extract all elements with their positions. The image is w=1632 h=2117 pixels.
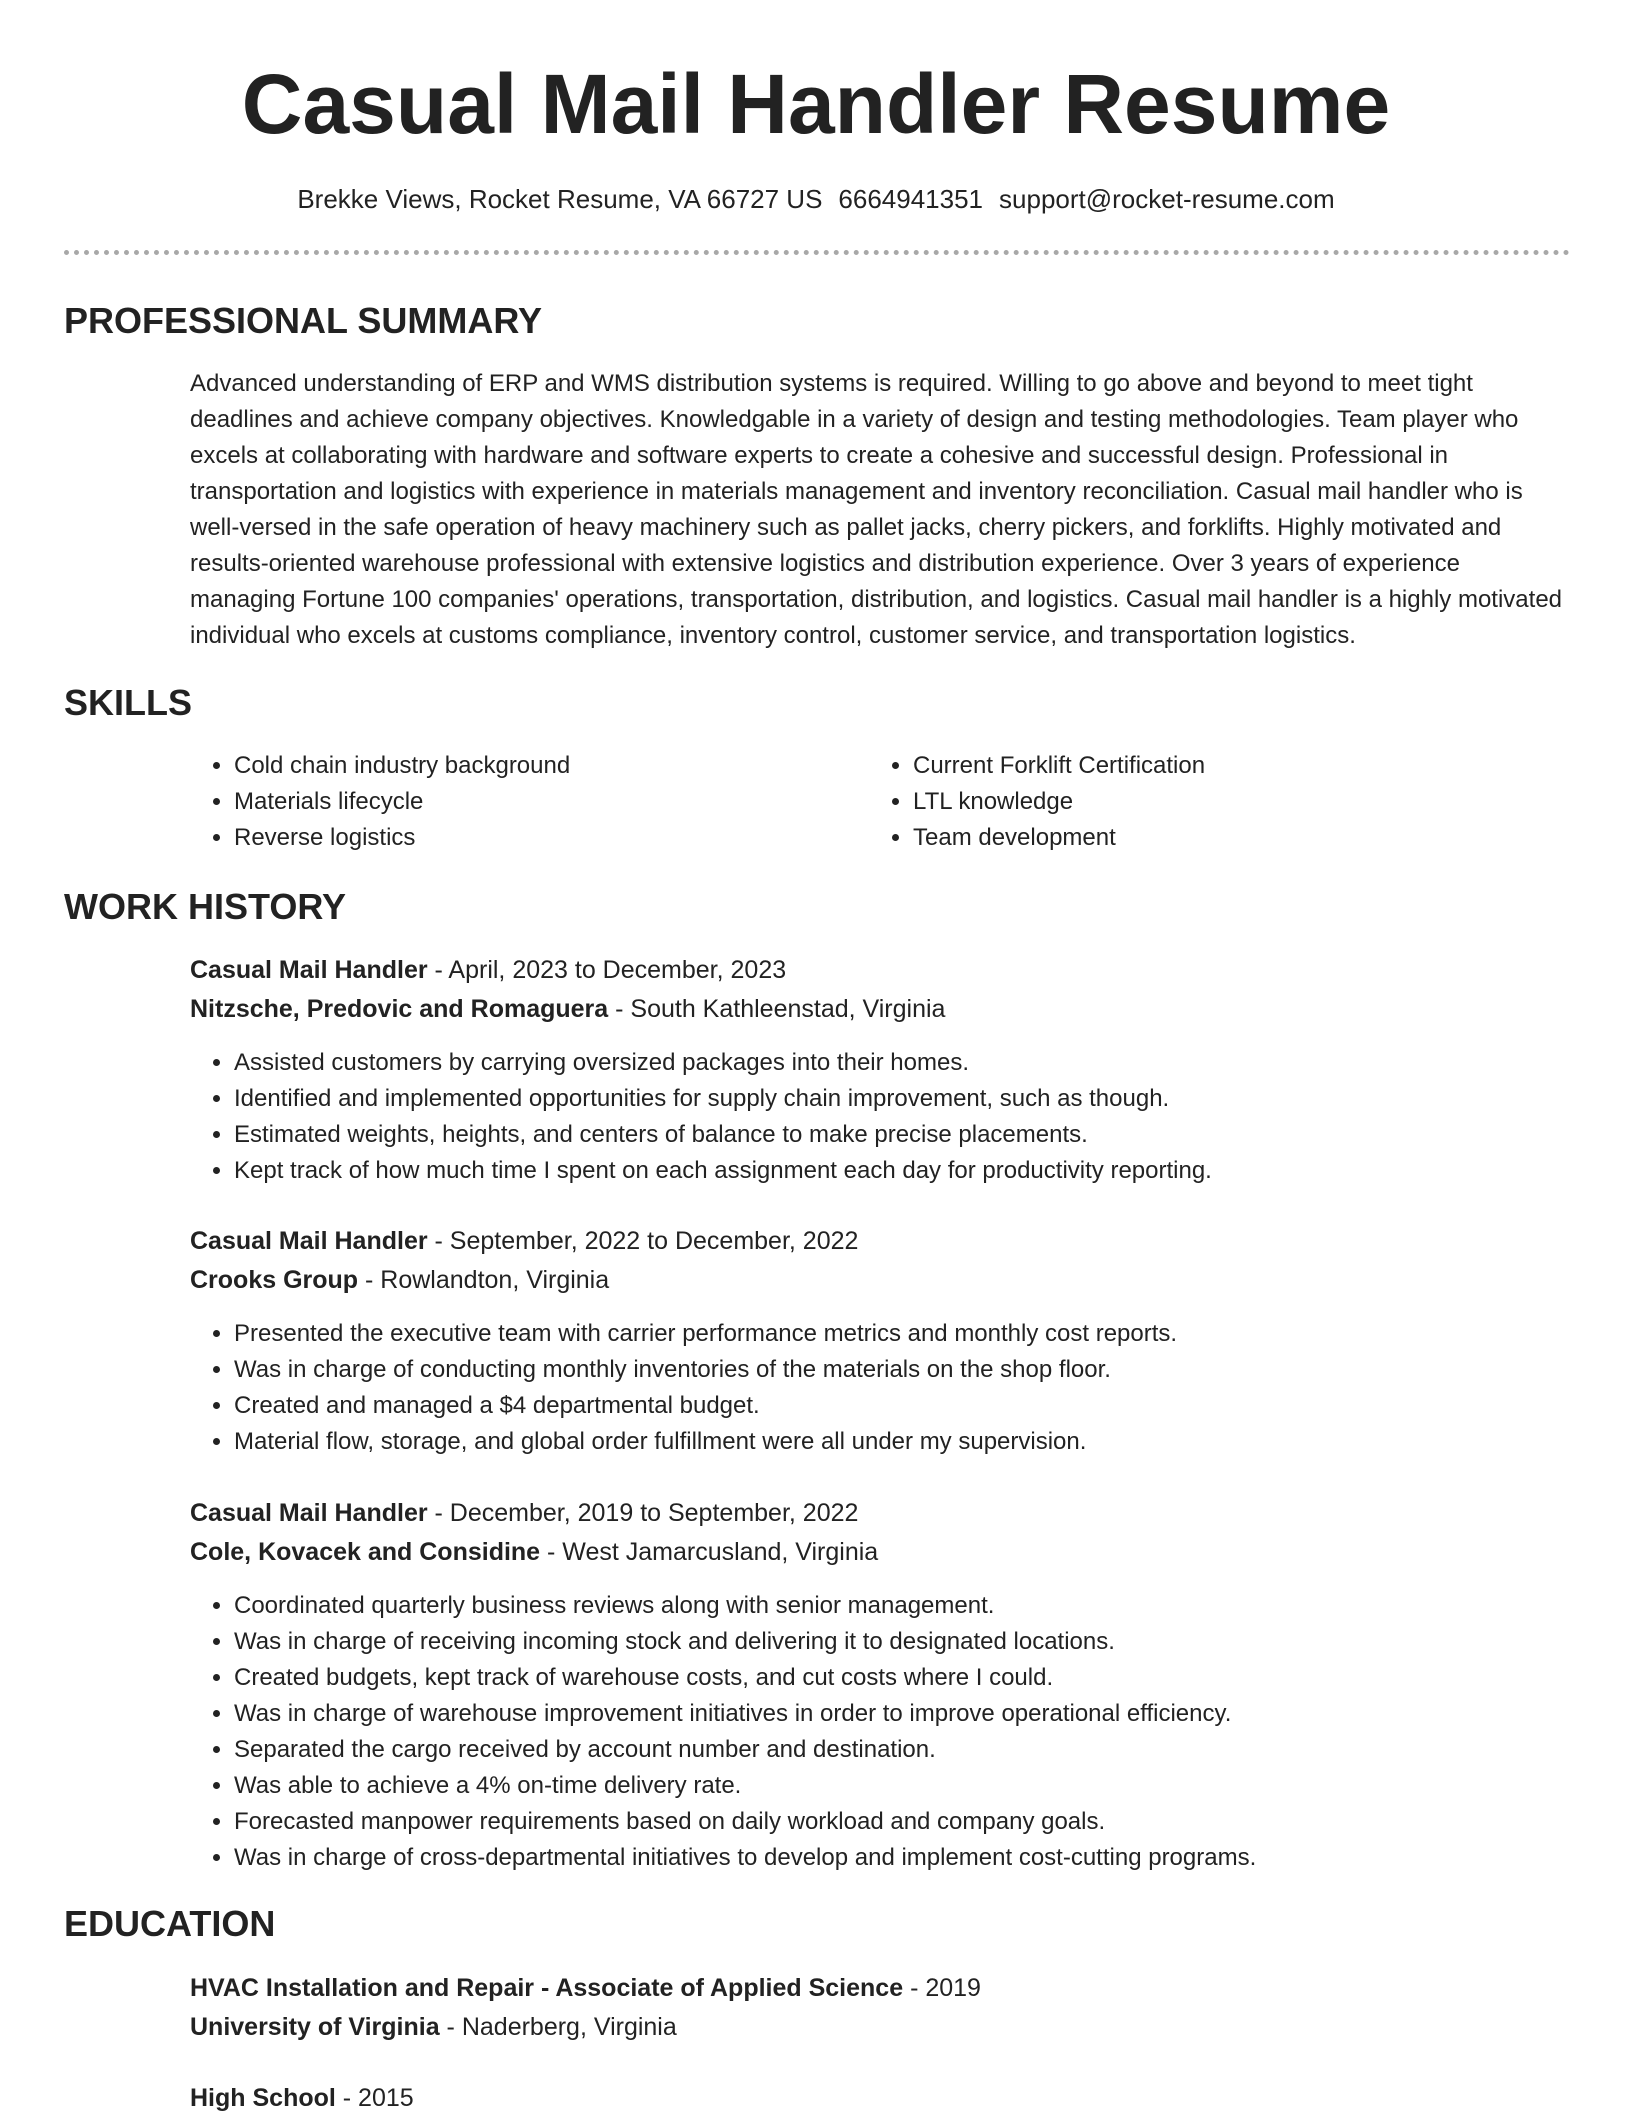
- summary-text: Advanced understanding of ERP and WMS distribution systems is required. Willing to go above and beyond to meet tight deadlines and achieve company objectives. Knowledgable in a variety of design and testing methodologies. Team player who excels at collaborating with hardware and software experts to create a cohesive and successful design. Professional in transportation and logistics with experience in materials management and inventory reconciliation. Casual mail handler who is well-versed in the safe operation of heavy machinery such as pallet jacks, cherry pickers, and forklifts. Highly motivated and results-oriented warehouse professional with extensive logistics and distribution experience. Over 3 years of experience managing Fortune 100 companies' operations, transportation, distribution, and logistics. Casual mail handler is a highly motivated individual who excels at customs compliance, inventory control, customer service, and transportation logistics.: [190, 370, 1563, 649]
- contact-email: support@rocket-resume.com: [999, 184, 1335, 214]
- job-bullet: • Was in charge of cross-departmental initiatives to develop and implement cost-cutting programs.: [234, 1840, 1570, 1876]
- job-title-line: [190, 1494, 858, 1532]
- section-title-skills: SKILLS: [64, 682, 193, 723]
- job-dates: - September, 2022 to December, 2022: [427, 1227, 859, 1255]
- skill-item: • Cold chain industry background: [234, 748, 830, 784]
- education-degree: HVAC Installation and Repair - Associate of Applied Science: [190, 1974, 904, 2002]
- job-title-line: [190, 951, 786, 989]
- education-degree-line: [190, 2079, 414, 2117]
- education-degree: High School: [190, 2084, 336, 2112]
- job-title: Casual Mail Handler: [190, 1499, 428, 1527]
- skill-item: • Materials lifecycle: [234, 784, 830, 820]
- section-title-summary: PROFESSIONAL SUMMARY: [64, 300, 543, 341]
- job-dates: - December, 2019 to September, 2022: [427, 1499, 859, 1527]
- job-company: Cole, Kovacek and Considine: [190, 1538, 541, 1566]
- education-degree-line: [190, 1969, 981, 2007]
- job-bullet: • Was in charge of conducting monthly inventories of the materials on the shop floor.: [234, 1352, 1570, 1388]
- job-company-line: [190, 1533, 878, 1571]
- job-bullet: • Coordinated quarterly business reviews along with senior management.: [234, 1588, 1570, 1624]
- job-title: Casual Mail Handler: [190, 1227, 428, 1255]
- section-title-education: EDUCATION: [64, 1903, 276, 1944]
- job-bullets: [190, 1045, 1570, 1189]
- job-bullet: • Kept track of how much time I spent on each assignment each day for productivity reporting.: [234, 1153, 1570, 1189]
- job-bullet: • Was in charge of warehouse improvement initiatives in order to improve operational efficiency.: [234, 1696, 1570, 1732]
- job-title: Casual Mail Handler: [190, 956, 428, 984]
- job-bullet: • Created budgets, kept track of warehouse costs, and cut costs where I could.: [234, 1660, 1570, 1696]
- job-bullet: • Material flow, storage, and global order fulfillment were all under my supervision.: [234, 1424, 1570, 1460]
- job-bullet: • Forecasted manpower requirements based on daily workload and company goals.: [234, 1804, 1570, 1840]
- job-bullet: • Estimated weights, heights, and centers of balance to make precise placements.: [234, 1117, 1570, 1153]
- job-title-line: [190, 1222, 858, 1260]
- job-bullet: • Created and managed a $4 departmental budget.: [234, 1388, 1570, 1424]
- skill-item: • LTL knowledge: [913, 784, 1509, 820]
- job-location: - West Jamarcusland, Virginia: [540, 1538, 879, 1566]
- job-bullets: [190, 1316, 1570, 1460]
- job-location: - Rowlandton, Virginia: [358, 1266, 610, 1294]
- job-bullet: • Identified and implemented opportunities for supply chain improvement, such as though.: [234, 1081, 1570, 1117]
- contact-line: [0, 182, 1632, 216]
- resume-title: Casual Mail Handler Resume: [241, 57, 1391, 151]
- contact-address: Brekke Views, Rocket Resume, VA 66727 US: [297, 184, 823, 214]
- skill-item: • Team development: [913, 820, 1509, 856]
- job-company: Crooks Group: [190, 1266, 359, 1294]
- skill-item: • Reverse logistics: [234, 820, 830, 856]
- section-title-work: WORK HISTORY: [64, 886, 347, 927]
- job-dates: - April, 2023 to December, 2023: [427, 956, 787, 984]
- job-company-line: [190, 1261, 609, 1299]
- contact-phone: 6664941351: [838, 184, 984, 214]
- job-bullet: • Was able to achieve a 4% on-time delivery rate.: [234, 1768, 1570, 1804]
- skills-column-right: [869, 748, 1509, 856]
- job-bullets: [190, 1588, 1570, 1876]
- education-school-line: [190, 2008, 677, 2046]
- job-location: - South Kathleenstad, Virginia: [608, 995, 946, 1023]
- education-year: - 2019: [903, 1974, 981, 2002]
- header-divider: [64, 250, 1570, 255]
- job-company: Nitzsche, Predovic and Romaguera: [190, 995, 609, 1023]
- education-school: University of Virginia: [190, 2013, 440, 2041]
- education-location: - Naderberg, Virginia: [439, 2013, 677, 2041]
- job-company-line: [190, 990, 945, 1028]
- skill-item: • Current Forklift Certification: [913, 748, 1509, 784]
- job-bullet: • Presented the executive team with carrier performance metrics and monthly cost reports.: [234, 1316, 1570, 1352]
- job-bullet: • Was in charge of receiving incoming stock and delivering it to designated locations.: [234, 1624, 1570, 1660]
- education-year: - 2015: [335, 2084, 414, 2112]
- skills-column-left: [190, 748, 830, 856]
- job-bullet: • Separated the cargo received by account number and destination.: [234, 1732, 1570, 1768]
- job-bullet: • Assisted customers by carrying oversized packages into their homes.: [234, 1045, 1570, 1081]
